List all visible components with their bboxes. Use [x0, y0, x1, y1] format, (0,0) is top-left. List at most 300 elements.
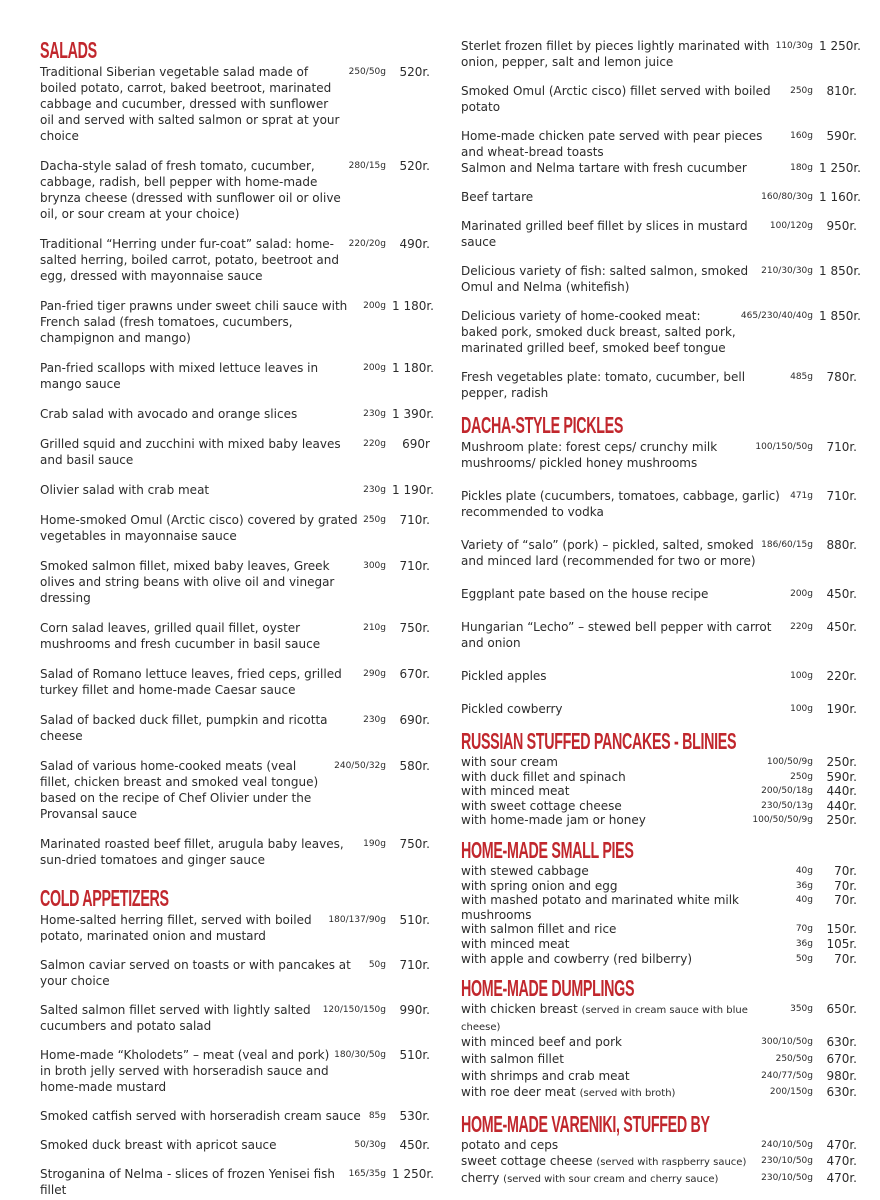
item-name: Salmon caviar served on toasts or with pancakes at your choice: [40, 958, 351, 988]
item-note: (served with broth): [579, 1088, 676, 1100]
item-name: Pickled cowberry: [461, 702, 563, 716]
item-description: [461, 586, 790, 602]
menu-item: [461, 1085, 857, 1102]
item-price: 70r.: [834, 951, 857, 966]
item-description: [40, 620, 363, 652]
item-description: [40, 236, 349, 284]
menu-item: [461, 952, 857, 967]
item-description: [461, 537, 761, 569]
item-name: Sterlet frozen fillet by pieces lightly marinated with onion, pepper, salt and lemon juice: [461, 39, 770, 69]
item-price: 1 250r.: [819, 39, 861, 53]
item-name: with shrimps and crab meat: [461, 1068, 630, 1083]
menu-item: [40, 758, 430, 822]
item-weight: 36g: [795, 938, 813, 949]
item-description: [461, 369, 790, 401]
menu-item: [40, 712, 430, 744]
item-name: with minced meat: [461, 936, 570, 951]
item-name: Beef tartare: [461, 190, 534, 204]
item-name: Delicious variety of fish: salted salmon, smoked Omul and Nelma (whitefish): [461, 264, 749, 294]
item-price: 250r.: [826, 755, 857, 769]
item-price: 710r.: [399, 513, 430, 527]
item-name: Salad of various home-cooked meats (veal fillet, chicken breast and smoked veal tongue) based on the recipe of Chef Olivier under the Provansal sauce: [40, 759, 319, 821]
menu-item: [40, 912, 430, 944]
item-weight: 240/10/50g: [761, 1139, 813, 1150]
cold-appetizers-list: [40, 912, 434, 1198]
item-name: Marinated grilled beef fillet by slices in mustard sauce: [461, 219, 748, 249]
item-weight: 160/80/30g: [761, 192, 813, 202]
salads-list: [40, 64, 434, 868]
cold-appetizers-continued-list: [461, 38, 861, 401]
item-weight: 250g: [790, 86, 813, 96]
item-weight: 165/35g: [348, 1169, 386, 1179]
item-note: (served in cream sauce with blue cheese): [461, 1005, 748, 1033]
menu-item: [461, 488, 857, 520]
item-weight: 465/230/40/40g: [740, 311, 813, 321]
item-description: [461, 1035, 761, 1052]
item-description: [461, 488, 790, 520]
item-price: 1 850r.: [819, 264, 861, 278]
menu-item: [461, 1069, 857, 1086]
item-note: (served with raspberry sauce): [596, 1157, 747, 1169]
item-name: Stroganina of Nelma - slices of frozen Yenisei fish fillet: [40, 1167, 336, 1197]
item-weight: 290g: [363, 669, 386, 679]
menu-item: [461, 784, 857, 799]
item-name: Home-made “Kholodets” – meat (veal and pork) in broth jelly served with horseradish sauce and home-made mustard: [40, 1048, 330, 1094]
item-description: [461, 879, 796, 894]
item-weight: 100/50/9g: [766, 757, 813, 767]
item-description: [40, 436, 363, 468]
item-price: 710r.: [399, 958, 430, 972]
item-weight: 100/120g: [769, 221, 813, 231]
item-price: 220r.: [826, 669, 857, 683]
item-weight: 210g: [363, 623, 386, 633]
item-name: Pickles plate (cucumbers, tomatoes, cabbage, garlic) recommended to vodka: [461, 489, 780, 519]
dumplings-heading: HOME-MADE DUMPLINGS: [461, 975, 635, 1002]
menu-item: [461, 189, 861, 205]
item-price: 980r.: [826, 1068, 857, 1083]
item-price: 810r.: [826, 84, 857, 98]
item-description: [461, 128, 790, 160]
menu-item: [40, 236, 430, 284]
item-name: Salad of Romano lettuce leaves, fried ceps, grilled turkey fillet and home-made Caesar sauce: [40, 667, 342, 697]
menu-item: [40, 1047, 430, 1095]
item-description: [461, 701, 790, 717]
menu-item: [461, 160, 861, 176]
item-name: with stewed cabbage: [461, 863, 589, 878]
item-weight: 250g: [363, 515, 386, 525]
menu-item: [461, 128, 857, 160]
item-weight: 40g: [795, 865, 813, 876]
item-weight: 200/150g: [769, 1087, 813, 1098]
menu-item: [40, 436, 430, 468]
item-description: [40, 1002, 323, 1034]
item-description: [40, 1047, 334, 1095]
item-weight: 240/77/50g: [761, 1070, 813, 1081]
menu-item: [461, 799, 857, 814]
vareniki-list: [461, 1138, 857, 1188]
item-name: with home-made jam or honey: [461, 813, 646, 828]
menu-item: [461, 1154, 857, 1171]
item-name: Pan-fried scallops with mixed lettuce leaves in mango sauce: [40, 361, 319, 391]
menu-item: [461, 369, 857, 401]
item-weight: 220g: [363, 439, 386, 449]
item-weight: 85g: [368, 1111, 386, 1121]
item-price: 510r.: [399, 913, 430, 927]
item-weight: 200g: [363, 301, 386, 311]
item-weight: 230g: [363, 715, 386, 725]
item-price: 105r.: [826, 936, 857, 951]
item-description: [40, 666, 363, 698]
item-price: 880r.: [826, 538, 857, 552]
item-name: Dacha-style salad of fresh tomato, cucumber, cabbage, radish, bell pepper with home-made brynza cheese (dressed with sunflower oil or olive oil, or sour cream at your choice): [40, 159, 341, 221]
pies-list: [461, 864, 857, 966]
item-description: [40, 1137, 354, 1153]
menu-item: [461, 937, 857, 952]
menu-item: [461, 1138, 857, 1155]
item-weight: 250g: [790, 771, 813, 782]
item-description: [461, 1154, 761, 1171]
item-price: 450r.: [826, 587, 857, 601]
item-name: Salmon and Nelma tartare with fresh cucumber: [461, 161, 747, 175]
menu-item: [461, 922, 857, 937]
item-weight: 230/10/50g: [761, 1156, 813, 1167]
item-weight: 200/50/18g: [761, 786, 813, 797]
item-name: Fresh vegetables plate: tomato, cucumber, bell pepper, radish: [461, 370, 746, 400]
menu-item: [461, 879, 857, 894]
item-weight: 240/50/32g: [334, 761, 386, 771]
menu-item: [461, 537, 857, 569]
item-price: 470r.: [826, 1170, 857, 1185]
menu-item: [40, 158, 430, 222]
item-weight: 200g: [363, 363, 386, 373]
item-weight: 190g: [363, 839, 386, 849]
item-weight: 180/137/90g: [328, 915, 386, 925]
item-description: [40, 912, 328, 944]
item-name: sweet cottage cheese: [461, 1154, 593, 1169]
item-description: [461, 1085, 770, 1102]
item-weight: 180g: [790, 163, 813, 173]
item-description: [461, 668, 790, 684]
item-weight: 200g: [790, 589, 813, 599]
item-name: Traditional “Herring under fur-coat” salad: home-salted herring, boiled carrot, potato, beetroot and egg, dressed with mayonnaise sauce: [40, 237, 339, 283]
item-weight: 280/15g: [348, 161, 386, 171]
item-description: [461, 864, 796, 879]
cold-appetizers-heading: COLD APPETIZERS: [40, 885, 169, 911]
dumplings-list: [461, 1002, 857, 1102]
item-description: [40, 1166, 349, 1198]
item-description: [40, 957, 369, 989]
item-description: [40, 1108, 369, 1124]
item-weight: 300g: [363, 561, 386, 571]
item-name: Smoked Omul (Arctic cisco) fillet served with boiled potato: [461, 84, 771, 114]
item-description: [461, 784, 761, 799]
item-weight: 110/30g: [775, 41, 813, 51]
menu-item: [461, 755, 857, 770]
item-name: with sour cream: [461, 755, 558, 769]
item-name: Smoked catfish served with horseradish cream sauce: [40, 1109, 361, 1123]
item-price: 250r.: [826, 813, 857, 828]
item-name: with salmon fillet and rice: [461, 922, 617, 937]
item-description: [40, 298, 363, 346]
item-description: [461, 189, 761, 205]
menu-item: [40, 666, 430, 698]
item-weight: 220/20g: [348, 239, 386, 249]
item-weight: 210/30/30g: [761, 266, 813, 276]
item-name: Smoked duck breast with apricot sauce: [40, 1138, 277, 1152]
item-weight: 250/50g: [348, 67, 386, 77]
item-description: [461, 83, 790, 115]
item-name: cherry: [461, 1170, 500, 1185]
item-description: [461, 619, 790, 651]
item-weight: 186/60/15g: [761, 540, 813, 550]
menu-item: [461, 308, 861, 356]
item-name: Traditional Siberian vegetable salad made of boiled potato, carrot, baked beetroot, marinated cabbage and cucumber, dressed with sunflower oil and served with salted salmon or sprat at your choice: [40, 65, 340, 143]
menu-item: [40, 1166, 434, 1198]
item-price: 470r.: [826, 1137, 857, 1152]
menu-item: [461, 1052, 857, 1069]
item-weight: 50/30g: [354, 1140, 386, 1150]
item-name: Home-salted herring fillet, served with boiled potato, marinated onion and mustard: [40, 913, 312, 943]
item-weight: 100/50/50/9g: [752, 815, 813, 826]
item-name: with chicken breast: [461, 1002, 578, 1017]
item-description: [40, 64, 349, 144]
item-price: 440r.: [826, 798, 857, 813]
blinies-heading: RUSSIAN STUFFED PANCAKES - BLINIES: [461, 728, 737, 754]
item-price: 150r.: [826, 922, 857, 937]
menu-item: [40, 406, 434, 422]
item-description: [40, 712, 363, 744]
left-column: [40, 36, 434, 1198]
item-price: 750r.: [399, 837, 430, 851]
item-name: with sweet cottage cheese: [461, 798, 622, 813]
item-description: [461, 893, 796, 922]
menu-item: [461, 1171, 857, 1188]
item-price: 690r: [402, 437, 430, 451]
item-price: 590r.: [826, 769, 857, 784]
item-name: Variety of “salo” (pork) – pickled, salted, smoked and minced lard (recommended for two or more): [461, 538, 756, 568]
item-weight: 180/30/50g: [334, 1050, 386, 1060]
item-name: Marinated roasted beef fillet, arugula baby leaves, sun-dried tomatoes and ginger sauce: [40, 837, 344, 867]
item-name: with spring onion and egg: [461, 878, 618, 893]
item-weight: 36g: [795, 880, 813, 891]
item-name: potato and ceps: [461, 1137, 559, 1152]
item-price: 1 160r.: [819, 190, 861, 204]
item-weight: 471g: [790, 491, 813, 501]
item-description: [40, 836, 363, 868]
item-price: 650r.: [826, 1002, 857, 1017]
item-price: 450r.: [826, 620, 857, 634]
item-price: 70r.: [834, 878, 857, 893]
item-price: 1 250r.: [819, 161, 861, 175]
item-price: 630r.: [826, 1085, 857, 1100]
item-weight: 50g: [368, 960, 386, 970]
menu-item: [40, 1137, 430, 1153]
item-price: 1 390r.: [392, 407, 434, 421]
item-weight: 100g: [790, 671, 813, 681]
right-column: [461, 38, 861, 1187]
item-weight: 250/50g: [775, 1053, 813, 1064]
item-description: [461, 38, 776, 70]
item-name: Salted salmon fillet served with lightly salted cucumbers and potato salad: [40, 1003, 311, 1033]
item-description: [40, 482, 363, 498]
vareniki-heading: HOME-MADE VARENIKI, STUFFED BY: [461, 1110, 710, 1137]
menu-item: [40, 957, 430, 989]
item-description: [461, 922, 796, 937]
item-price: 1 850r.: [819, 309, 861, 323]
item-weight: 70g: [795, 924, 813, 935]
item-price: 1 180r.: [392, 299, 434, 313]
menu-item: [40, 558, 430, 606]
item-name: Eggplant pate based on the house recipe: [461, 587, 709, 601]
menu-item: [461, 439, 857, 471]
item-weight: 230g: [363, 409, 386, 419]
menu-item: [461, 893, 857, 922]
item-price: 580r.: [399, 759, 430, 773]
item-description: [461, 218, 770, 250]
menu-item: [40, 512, 430, 544]
item-price: 780r.: [826, 370, 857, 384]
item-price: 590r.: [826, 129, 857, 143]
item-name: Hungarian “Lecho” – stewed bell pepper with carrot and onion: [461, 620, 772, 650]
item-description: [461, 1052, 776, 1069]
item-price: 690r.: [399, 713, 430, 727]
item-price: 190r.: [826, 702, 857, 716]
menu-item: [40, 360, 434, 392]
menu-item: [461, 263, 861, 295]
item-name: Crab salad with avocado and orange slices: [40, 407, 298, 421]
item-description: [461, 1002, 790, 1035]
item-description: [461, 308, 741, 356]
menu-item: [40, 620, 430, 652]
item-description: [461, 439, 755, 471]
item-name: with duck fillet and spinach: [461, 769, 626, 784]
pickles-heading: DACHA-STYLE PICKLES: [461, 412, 624, 438]
menu-item: [461, 218, 857, 250]
menu-item: [461, 1002, 857, 1035]
item-weight: 120/150/150g: [322, 1005, 386, 1015]
item-name: with mashed potato and marinated white milk mushrooms: [461, 893, 740, 922]
item-weight: 160g: [790, 131, 813, 141]
item-description: [461, 952, 796, 967]
item-description: [461, 263, 761, 295]
item-description: [461, 1069, 761, 1086]
item-price: 710r.: [826, 440, 857, 454]
item-price: 670r.: [399, 667, 430, 681]
item-name: with minced meat: [461, 784, 570, 799]
item-name: Salad of backed duck fillet, pumpkin and ricotta cheese: [40, 713, 328, 743]
item-price: 520r.: [399, 65, 430, 79]
menu-item: [40, 836, 430, 868]
item-weight: 100/150/50g: [755, 442, 813, 452]
item-weight: 230g: [363, 485, 386, 495]
item-description: [40, 558, 363, 606]
item-price: 1 250r.: [392, 1167, 434, 1181]
menu-item: [40, 1108, 430, 1124]
item-price: 950r.: [826, 219, 857, 233]
item-price: 1 190r.: [392, 483, 434, 497]
item-price: 710r.: [399, 559, 430, 573]
item-weight: 40g: [795, 895, 813, 906]
menu-item: [461, 586, 857, 602]
item-weight: 220g: [790, 622, 813, 632]
item-price: 450r.: [399, 1138, 430, 1152]
menu-item: [461, 83, 857, 115]
item-weight: 300/10/50g: [761, 1037, 813, 1048]
item-price: 990r.: [399, 1003, 430, 1017]
item-name: Olivier salad with crab meat: [40, 483, 210, 497]
menu-item: [461, 1035, 857, 1052]
item-description: [461, 1171, 761, 1188]
item-price: 490r.: [399, 237, 430, 251]
item-weight: 100g: [790, 704, 813, 714]
pickles-list: [461, 439, 857, 717]
menu-item: [40, 482, 434, 498]
item-weight: 230/10/50g: [761, 1172, 813, 1183]
item-price: 710r.: [826, 489, 857, 503]
pies-heading: HOME-MADE SMALL PIES: [461, 836, 634, 863]
menu-item: [461, 619, 857, 651]
item-description: [40, 158, 349, 222]
item-name: Delicious variety of home-cooked meat: baked pork, smoked duck breast, salted pork, marinated grilled beef, smoked beef tongue: [461, 309, 736, 355]
item-name: Smoked salmon fillet, mixed baby leaves, Greek olives and string beans with olive oil and vinegar dressing: [40, 559, 335, 605]
item-price: 510r.: [399, 1048, 430, 1062]
item-name: with salmon fillet: [461, 1051, 564, 1066]
menu-item: [461, 864, 857, 879]
item-price: 1 180r.: [392, 361, 434, 375]
item-price: 750r.: [399, 621, 430, 635]
item-price: 530r.: [399, 1109, 430, 1123]
item-description: [461, 770, 790, 785]
item-name: Home-smoked Omul (Arctic cisco) covered by grated vegetables in mayonnaise sauce: [40, 513, 358, 543]
item-price: 470r.: [826, 1154, 857, 1169]
item-name: Pickled apples: [461, 669, 547, 683]
item-weight: 230/50/13g: [761, 800, 813, 811]
item-description: [461, 937, 796, 952]
item-weight: 50g: [795, 953, 813, 964]
item-name: with roe deer meat: [461, 1085, 576, 1100]
menu-item: [461, 813, 857, 828]
menu-item: [40, 1002, 430, 1034]
item-description: [40, 406, 363, 422]
item-weight: 485g: [790, 372, 813, 382]
item-price: 70r.: [834, 893, 857, 908]
item-name: with minced beef and pork: [461, 1035, 622, 1050]
item-description: [461, 160, 790, 176]
item-description: [461, 799, 761, 814]
item-price: 440r.: [826, 784, 857, 799]
item-description: [461, 755, 767, 770]
menu-item: [461, 38, 861, 70]
menu-item: [40, 64, 430, 144]
item-description: [40, 360, 363, 392]
blinies-list: [461, 755, 857, 828]
item-name: Pan-fried tiger prawns under sweet chili sauce with French salad (fresh tomatoes, cucumbers, champignon and mango): [40, 299, 348, 345]
item-note: (served with sour cream and cherry sauce): [503, 1173, 719, 1185]
menu-item: [40, 298, 434, 346]
item-name: Home-made chicken pate served with pear pieces and wheat-bread toasts: [461, 129, 763, 159]
item-description: [40, 512, 363, 544]
item-name: Mushroom plate: forest ceps/ crunchy milk mushrooms/ pickled honey mushrooms: [461, 440, 718, 470]
item-name: with apple and cowberry (red bilberry): [461, 951, 692, 966]
item-description: [461, 1138, 761, 1155]
item-price: 70r.: [834, 863, 857, 878]
menu-item: [461, 668, 857, 684]
item-price: 630r.: [826, 1035, 857, 1050]
item-name: Grilled squid and zucchini with mixed baby leaves and basil sauce: [40, 437, 341, 467]
item-description: [40, 758, 334, 822]
menu-item: [461, 701, 857, 717]
item-weight: 350g: [790, 1004, 813, 1015]
